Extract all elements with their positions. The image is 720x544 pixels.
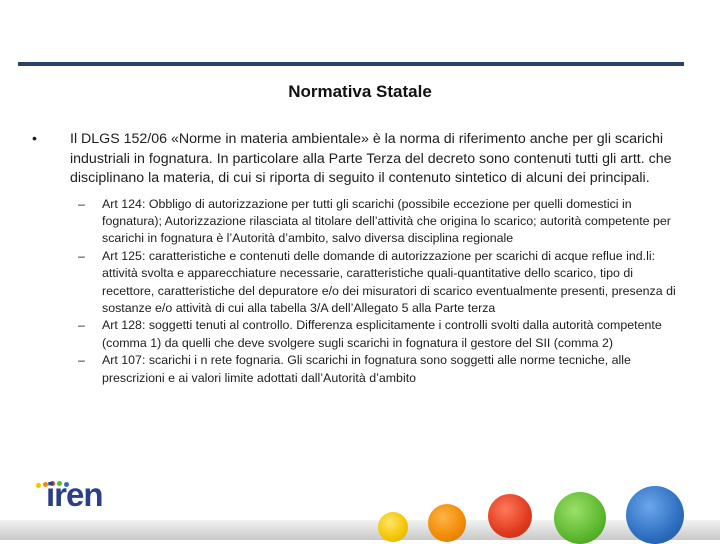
main-bullet <box>32 130 682 189</box>
sub-bullet-text: Art 125: caratteristiche e contenuti delle domande di autorizzazione per scarichi di acque reflue ind.li: attività svolta e apparecchiature necessarie, caratteristiche quali-quantitative dello scarico, tipo di recettore, caratteristiche del depuratore e/o dei misuratori di scarico eventualmente presenti, presenza di sostanze e/o attività di cui alla tabella 3/A dell’Allegato 5 alla Parte terza <box>102 248 676 315</box>
sub-bullet-text: Art 124: Obbligo di autorizzazione per tutti gli scarichi (possibile eccezione per quelli domestici in fognatura); Autorizzazione rilasciata al titolare dell’attività che origina lo scarico; autorità competente per scarichi in fognatura è l’Autorità d’ambito, salvo diversa disciplina regionale <box>102 196 671 246</box>
sub-bullet-art-125 <box>78 248 682 318</box>
orange-circle <box>428 504 466 542</box>
slide-body <box>32 130 682 387</box>
blue-circle <box>626 486 684 544</box>
footer-band <box>0 520 720 540</box>
sub-bullet-text: Art 107: scarichi i n rete fognaria. Gli scarichi in fognatura sono soggetti alle norme tecniche, alle prescrizioni e ai valori limite adottati dall’Autorità d’ambito <box>102 353 631 385</box>
sub-bullet-art-128 <box>78 317 682 352</box>
green-circle <box>554 492 606 544</box>
dash-mark: – <box>78 196 85 211</box>
sub-bullet-list <box>32 196 682 387</box>
title-rule <box>18 62 684 66</box>
yellow-circle <box>378 512 408 542</box>
dash-mark: – <box>78 318 85 333</box>
iren-logo: iren <box>46 476 103 513</box>
sub-bullet-art-124 <box>78 196 682 248</box>
sub-bullet-text: Art 128: soggetti tenuti al controllo. Differenza esplicitamente i controlli svolti dalla autorità competente (comma 1) da quelli che deve svolgere sugli scarichi in fognatura il gestore del SII (comma 2) <box>102 318 662 350</box>
dash-mark: – <box>78 353 85 368</box>
red-circle <box>488 494 532 538</box>
dash-mark: – <box>78 248 85 263</box>
bullet-mark: • <box>32 131 37 147</box>
sub-bullet-art-107 <box>78 352 682 387</box>
slide-title: Normativa Statale <box>288 82 432 101</box>
main-bullet-text: Il DLGS 152/06 «Norme in materia ambientale» è la norma di riferimento anche per gli scarichi industriali in fognatura. In particolare alla Parte Terza del decreto sono contenuti tutti gli artt. che disciplinano la materia, di cui si riporta di seguito il contenuto sintetico di alcuni dei principali. <box>70 131 672 186</box>
